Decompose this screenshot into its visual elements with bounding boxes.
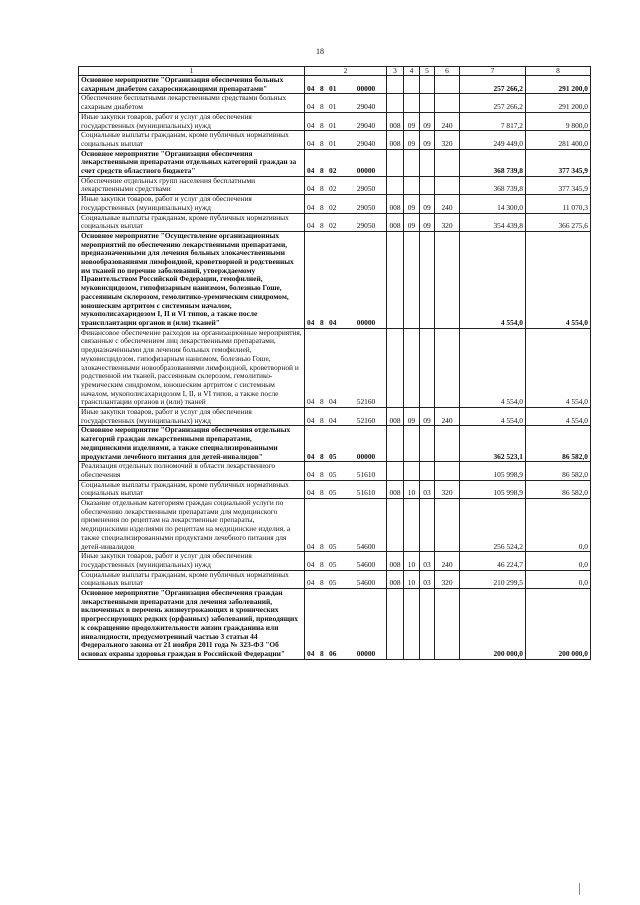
code-program: 04 [307,317,315,327]
header-cell: 6 [435,67,460,76]
amount-year-1: 4 554,0 [460,408,526,426]
code-subprogram: 8 [320,541,324,551]
code-program: 04 [307,415,315,425]
table-row [79,552,591,570]
row-description: Основное мероприятие "Организация обеспечения граждан лекарственными препаратами для лечения заболеваний, включенных в перечень жизнеугрожающих и хронических прогрессирующих редких (орфанных) заболеваний, приводящих к сокращению продолжительности жизни гражданина или инвалидности, предусмотренный частью 3 статьи 44 Федерального закона от 21 ноября 2011 года № 323-ФЗ "Об основах охраны здоровья граждан в Российской Федерации" [79,589,305,660]
section-code [404,94,420,112]
code-subprogram: 8 [320,649,324,658]
amount-year-2: 4 554,0 [526,328,591,407]
code-activity: 05 [329,578,337,588]
code-activity: 01 [329,102,337,112]
code-subprogram: 8 [320,102,324,112]
code-subprogram: 8 [320,451,324,461]
amount-year-2: 366 275,6 [526,213,591,231]
target-code-cell [305,589,387,660]
code-direction: 00000 [356,649,376,658]
subsection-code [420,76,435,94]
code-direction: 54600 [356,541,376,551]
target-code-cell [305,94,387,112]
ministry-code [387,328,404,407]
row-description: Социальные выплаты гражданам, кроме публичных нормативных социальных выплат [79,480,305,498]
expense-type-code: 320 [435,213,460,231]
target-code-cell [305,499,387,552]
expense-type-code: 240 [435,408,460,426]
code-direction: 29050 [356,221,376,231]
subsection-code: 09 [420,131,435,149]
amount-year-1: 210 299,5 [460,570,526,588]
row-description: Основное мероприятие "Организация обеспечения больных сахарным диабетом сахароснижающими препаратами" [79,76,305,94]
amount-year-2: 291 200,0 [526,94,591,112]
section-code: 10 [404,480,420,498]
amount-year-2: 86 582,0 [526,480,591,498]
target-code-cell [305,328,387,407]
code-program: 04 [307,138,315,148]
row-description: Реализация отдельных полномочий в области лекарственного обеспечения [79,462,305,480]
subsection-code: 03 [420,570,435,588]
code-subprogram: 8 [320,138,324,148]
code-program: 04 [307,202,315,212]
code-activity: 05 [329,451,337,461]
code-program: 04 [307,397,315,407]
code-direction: 51610 [356,488,376,498]
code-direction: 52160 [356,397,376,407]
subsection-code [420,176,435,194]
amount-year-2: 281 400,0 [526,131,591,149]
code-subprogram: 8 [320,184,324,194]
code-subprogram: 8 [320,202,324,212]
code-activity: 02 [329,166,337,176]
table-row [79,499,591,552]
table-row [79,570,591,588]
target-code-cell [305,426,387,462]
subsection-code [420,426,435,462]
expense-type-code: 240 [435,112,460,130]
code-direction: 54600 [356,578,376,588]
code-direction: 54600 [356,559,376,569]
target-code-cell [305,462,387,480]
expense-type-code [435,176,460,194]
row-description: Оказание отдельным категориям граждан социальной услуги по обеспечению лекарственными препаратами для медицинского применения по рецептам на лекарственные препараты, медицинскими изделиями по рецептам на медицинские изделия, а также специализированными продуктами лечебного питания для детей-инвалидов [79,499,305,552]
code-activity: 02 [329,221,337,231]
row-description: Финансовое обеспечение расходов на организационные мероприятия, связанные с обеспечением лиц лекарственными препаратами, предназначенными для лечения больных гемофилией, муковисцидозом, гипофизарным нанизмом, болезнью Гоше, злокачественными новообразованиями лимфоидной, кроветворной и родственной им тканей, рассеянным склерозом, гемолитико-уремическим синдромом, юношеским артритом с системным началом, мукополисахаридозом I, II, и VI типов, а также после трансплантации органов и (или) тканей [79,328,305,407]
ministry-code [387,499,404,552]
amount-year-1: 4 554,0 [460,231,526,328]
ministry-code: 008 [387,552,404,570]
target-code-cell [305,570,387,588]
code-direction: 29040 [356,120,376,130]
ministry-code [387,76,404,94]
code-direction: 29050 [356,184,376,194]
amount-year-2: 4 554,0 [526,231,591,328]
section-code [404,328,420,407]
code-subprogram: 8 [320,317,324,327]
amount-year-1: 46 224,7 [460,552,526,570]
code-program: 04 [307,184,315,194]
code-activity: 05 [329,559,337,569]
subsection-code: 03 [420,552,435,570]
table-row [79,195,591,213]
table-row [79,213,591,231]
code-direction: 29040 [356,138,376,148]
code-activity: 01 [329,83,337,93]
code-subprogram: 8 [320,120,324,130]
target-code-cell [305,131,387,149]
section-code [404,149,420,176]
header-row [79,67,591,76]
code-program: 04 [307,451,315,461]
code-program: 04 [307,559,315,569]
code-program: 04 [307,166,315,176]
code-activity: 05 [329,541,337,551]
ministry-code: 008 [387,408,404,426]
amount-year-1: 249 449,0 [460,131,526,149]
ministry-code [387,176,404,194]
row-description: Основное мероприятие "Организация обеспечения лекарственными препаратами отдельных категорий граждан за счет средств областного бюджета" [79,149,305,176]
target-code-cell [305,552,387,570]
table-row [79,328,591,407]
code-subprogram: 8 [320,397,324,407]
amount-year-2: 86 582,0 [526,426,591,462]
table-row [79,589,591,660]
amount-year-2: 200 000,0 [526,589,591,660]
header-cell: 7 [460,67,526,76]
amount-year-1: 105 998,9 [460,480,526,498]
amount-year-1: 105 998,9 [460,462,526,480]
section-code: 09 [404,112,420,130]
section-code [404,176,420,194]
code-activity: 01 [329,120,337,130]
amount-year-1: 4 554,0 [460,328,526,407]
amount-year-2: 377 345,9 [526,176,591,194]
target-code-cell [305,408,387,426]
expense-type-code [435,328,460,407]
row-description: Иные закупки товаров, работ и услуг для обеспечения государственных (муниципальных) нужд [79,408,305,426]
section-code [404,426,420,462]
amount-year-1: 368 739,8 [460,176,526,194]
header-cell: 1 [79,67,305,76]
code-subprogram: 8 [320,221,324,231]
ministry-code [387,94,404,112]
row-description: Социальные выплаты гражданам, кроме публичных нормативных социальных выплат [79,213,305,231]
code-direction: 00000 [356,451,376,461]
row-description: Иные закупки товаров, работ и услуг для обеспечения государственных (муниципальных) нужд [79,552,305,570]
code-subprogram: 8 [320,415,324,425]
amount-year-1: 256 524,2 [460,499,526,552]
code-program: 04 [307,649,315,658]
ministry-code [387,149,404,176]
expense-type-code [435,76,460,94]
amount-year-2: 0,0 [526,499,591,552]
ministry-code: 008 [387,195,404,213]
subsection-code [420,94,435,112]
amount-year-2: 9 800,0 [526,112,591,130]
target-code-cell [305,231,387,328]
code-activity: 04 [329,317,337,327]
code-activity: 01 [329,138,337,148]
margin-mark [579,883,580,895]
section-code: 09 [404,195,420,213]
expense-type-code: 240 [435,552,460,570]
expense-type-code [435,462,460,480]
subsection-code: 09 [420,195,435,213]
subsection-code [420,462,435,480]
section-code [404,76,420,94]
section-code [404,589,420,660]
amount-year-1: 200 000,0 [460,589,526,660]
code-program: 04 [307,83,315,93]
table-row [79,94,591,112]
subsection-code [420,231,435,328]
header-cell: 4 [404,67,420,76]
code-activity: 06 [329,649,337,658]
code-subprogram: 8 [320,578,324,588]
code-program: 04 [307,488,315,498]
row-description: Основное мероприятие "Организация обеспечения отдельных категорий граждан лекарственными препаратами, медицинскими изделиями, а также специализированными продуктами лечебного питания для детей-инвалидов" [79,426,305,462]
target-code-cell [305,149,387,176]
code-direction: 51610 [356,469,376,479]
code-activity: 05 [329,469,337,479]
row-description: Социальные выплаты гражданам, кроме публичных нормативных социальных выплат [79,131,305,149]
ministry-code: 008 [387,480,404,498]
subsection-code: 09 [420,408,435,426]
code-subprogram: 8 [320,166,324,176]
ministry-code [387,426,404,462]
ministry-code: 008 [387,570,404,588]
code-direction: 52160 [356,415,376,425]
page-number: 18 [316,47,324,56]
code-subprogram: 8 [320,488,324,498]
ministry-code [387,231,404,328]
table-row [79,176,591,194]
amount-year-1: 354 439,8 [460,213,526,231]
section-code [404,231,420,328]
expense-type-code [435,589,460,660]
section-code [404,462,420,480]
amount-year-1: 257 266,2 [460,76,526,94]
amount-year-1: 14 300,0 [460,195,526,213]
budget-table [78,66,591,660]
target-code-cell [305,213,387,231]
expense-type-code [435,499,460,552]
amount-year-2: 0,0 [526,570,591,588]
code-program: 04 [307,541,315,551]
code-direction: 00000 [356,317,376,327]
header-cell: 8 [526,67,591,76]
ministry-code: 008 [387,112,404,130]
amount-year-2: 4 554,0 [526,408,591,426]
amount-year-1: 362 523,1 [460,426,526,462]
code-activity: 05 [329,488,337,498]
table-row [79,131,591,149]
code-activity: 02 [329,202,337,212]
subsection-code: 03 [420,480,435,498]
table-row [79,76,591,94]
code-direction: 00000 [356,166,376,176]
row-description: Иные закупки товаров, работ и услуг для обеспечения государственных (муниципальных) нужд [79,195,305,213]
section-code: 09 [404,213,420,231]
section-code: 09 [404,408,420,426]
amount-year-2: 86 582,0 [526,462,591,480]
code-program: 04 [307,221,315,231]
amount-year-1: 7 817,2 [460,112,526,130]
expense-type-code: 320 [435,131,460,149]
amount-year-1: 368 739,8 [460,149,526,176]
row-description: Иные закупки товаров, работ и услуг для обеспечения государственных (муниципальных) нужд [79,112,305,130]
ministry-code [387,462,404,480]
table-row [79,462,591,480]
subsection-code: 09 [420,213,435,231]
ministry-code: 008 [387,131,404,149]
table-row [79,480,591,498]
code-direction: 29040 [356,102,376,112]
header-cell: 5 [420,67,435,76]
ministry-code [387,589,404,660]
expense-type-code [435,231,460,328]
code-program: 04 [307,102,315,112]
target-code-cell [305,112,387,130]
table-row [79,112,591,130]
ministry-code: 008 [387,213,404,231]
code-activity: 02 [329,184,337,194]
row-description: Обеспечение отдельных групп населения бесплатными лекарственными средствами [79,176,305,194]
expense-type-code [435,426,460,462]
code-program: 04 [307,469,315,479]
section-code: 10 [404,570,420,588]
subsection-code [420,589,435,660]
code-program: 04 [307,120,315,130]
amount-year-2: 0,0 [526,552,591,570]
target-code-cell [305,176,387,194]
target-code-cell [305,480,387,498]
expense-type-code: 320 [435,480,460,498]
code-subprogram: 8 [320,469,324,479]
table-row [79,149,591,176]
subsection-code [420,149,435,176]
section-code [404,499,420,552]
header-cell: 3 [387,67,404,76]
code-program: 04 [307,578,315,588]
amount-year-2: 377 345,9 [526,149,591,176]
code-subprogram: 8 [320,83,324,93]
code-direction: 00000 [356,83,376,93]
table-row [79,408,591,426]
row-description: Обеспечение бесплатными лекарственными средствами больных сахарным диабетом [79,94,305,112]
code-activity: 04 [329,415,337,425]
subsection-code [420,499,435,552]
table-row [79,231,591,328]
code-subprogram: 8 [320,559,324,569]
expense-type-code: 240 [435,195,460,213]
row-description: Социальные выплаты гражданам, кроме публичных нормативных социальных выплат [79,570,305,588]
subsection-code: 09 [420,112,435,130]
section-code: 10 [404,552,420,570]
amount-year-2: 291 200,0 [526,76,591,94]
target-code-cell [305,76,387,94]
row-description: Основное мероприятие "Осуществление организационных мероприятий по обеспечению лекарственными препаратами, предназначенными для лечения больных злокачественными новообразованиями лимфоидной, кроветворной и родственных им тканей по перечню заболеваний, утверждаемому Правительством Российской Федерации, гемофилией, муковисцидозом, гипофизарным нанизмом, болезнью Гоше, рассеянным склерозом, гемолитико-уремическим синдромом, юношеским артритом с системным началом, мукополисахаридозом I, II и VI типов, а также после трансплантации органов и (или) тканей" [79,231,305,328]
code-direction: 29050 [356,202,376,212]
subsection-code [420,328,435,407]
section-code: 09 [404,131,420,149]
expense-type-code: 320 [435,570,460,588]
header-cell: 2 [305,67,387,76]
table-row [79,426,591,462]
expense-type-code [435,94,460,112]
expense-type-code [435,149,460,176]
amount-year-1: 257 266,2 [460,94,526,112]
target-code-cell [305,195,387,213]
code-activity: 04 [329,397,337,407]
amount-year-2: 11 070,3 [526,195,591,213]
